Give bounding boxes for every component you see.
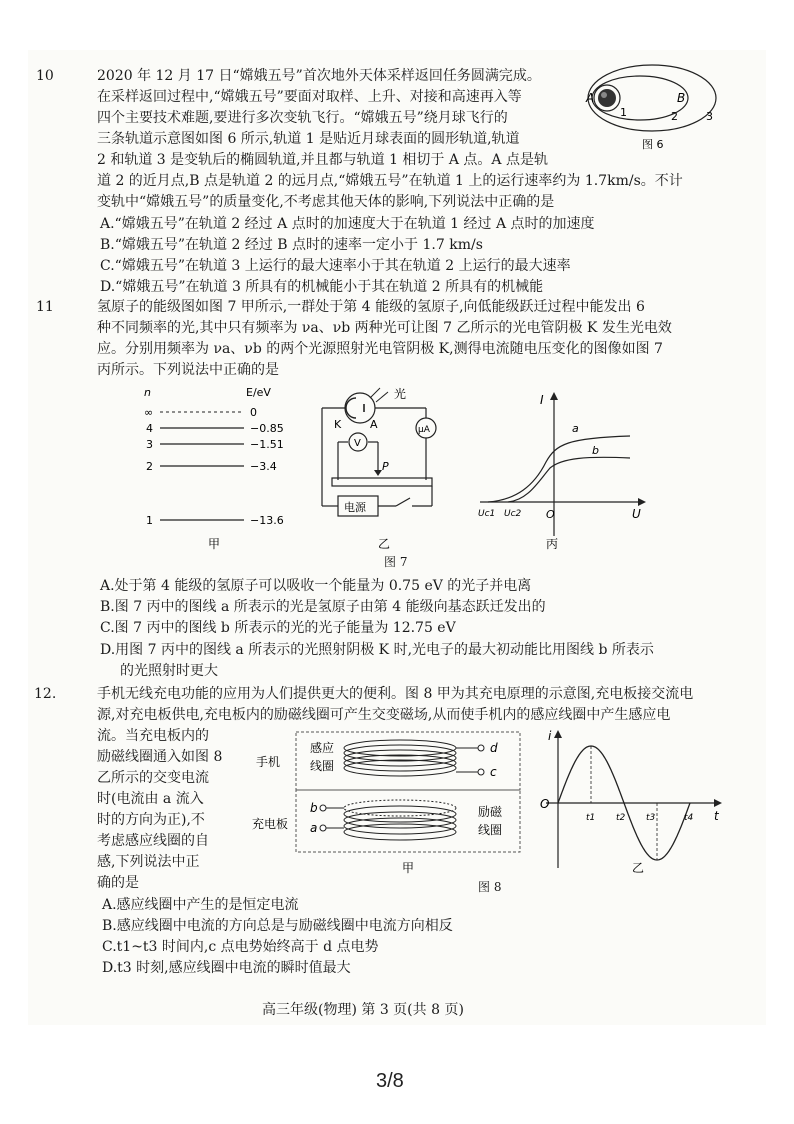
- q11-option-c: C.图 7 丙中的图线 b 所表示的光的光子能量为 12.75 eV: [100, 620, 456, 636]
- fig8-yi-caption: 乙: [632, 861, 645, 875]
- q12-left-7: 感,下列说法中正: [97, 854, 200, 870]
- fig7-bing-caption: 丙: [546, 537, 559, 551]
- fig7-caption: 图 7: [384, 555, 408, 569]
- board-label: 充电板: [252, 817, 289, 831]
- q10-line-5: 2 和轨道 3 是变轨后的椭圆轨道,并且都与轨道 1 相切于 A 点。A 点是轨: [97, 152, 548, 168]
- moon: [598, 89, 616, 107]
- circuit-p-label: P: [382, 460, 389, 473]
- page-footer: 高三年级(物理) 第 3 页(共 8 页): [262, 1002, 464, 1018]
- terminal-d: [478, 745, 484, 751]
- induct-label-1: 感应: [310, 741, 335, 755]
- q12-number: 12.: [34, 686, 57, 702]
- voltmeter-label: V: [354, 438, 361, 449]
- fig6-label-2: 2: [671, 110, 678, 123]
- q11-option-b: B.图 7 丙中的图线 a 所表示的光是氢原子由第 4 能级向基态跃迁发出的: [100, 599, 546, 615]
- terminal-c-label: c: [490, 765, 497, 779]
- level-3-n: 3: [146, 438, 153, 451]
- q12-option-c: C.t1~t3 时间内,c 点电势始终高于 d 点电势: [102, 939, 379, 955]
- energy-e-header: E/eV: [246, 386, 271, 399]
- source-label: 电源: [344, 501, 366, 514]
- q12-option-a: A.感应线圈中产生的是恒定电流: [102, 897, 299, 913]
- q12-left-8: 确的是: [97, 875, 139, 891]
- circuit-k-label: K: [334, 418, 342, 431]
- graph8-x-label: t: [714, 809, 719, 823]
- q11-option-a: A.处于第 4 能级的氢原子可以吸收一个能量为 0.75 eV 的光子并电离: [100, 578, 532, 594]
- q12-left-1: 流。当充电板内的: [97, 728, 209, 744]
- t3-label: t3: [646, 813, 656, 823]
- curve-a-label: a: [572, 422, 579, 435]
- uc1-label: Uc1: [478, 509, 496, 519]
- fig7-jia-caption: 甲: [208, 537, 221, 551]
- fig7-iu-graph: [476, 386, 646, 552]
- q10-option-d: D.“嫦娥五号”在轨道 3 所具有的机械能小于其在轨道 2 所具有的机械能: [100, 279, 544, 295]
- rheostat: [332, 478, 432, 486]
- light-ray-2: [376, 392, 388, 402]
- q10-number: 10: [36, 68, 54, 84]
- q11-line-3: 应。分别用频率为 νa、νb 的两个光源照射光电管阴极 K,测得电流随电压变化的图像如图 7: [97, 341, 663, 357]
- terminal-c: [478, 769, 484, 775]
- q10-option-a: A.“嫦娥五号”在轨道 2 经过 A 点时的加速度大于在轨道 1 经过 A 点时的加速度: [100, 216, 595, 232]
- fig6-label-b: B: [677, 91, 686, 105]
- q10-line-1: 2020 年 12 月 17 日“嫦娥五号”首次地外天体采样返回任务圆满完成。: [97, 68, 541, 84]
- q10-line-2: 在采样返回过程中,“嫦娥五号”要面对取样、上升、对接和高速再入等: [97, 89, 522, 105]
- q10-line-4: 三条轨道示意图如图 6 所示,轨道 1 是贴近月球表面的圆形轨道,轨道: [97, 131, 520, 147]
- board-box: [296, 790, 520, 852]
- induct-coil: [344, 760, 456, 776]
- fig7-circuit: [318, 382, 458, 552]
- q12-left-3: 乙所示的交变电流: [97, 770, 209, 786]
- excite-label-1: 励磁: [478, 805, 503, 819]
- q12-line-1: 手机无线充电功能的应用为人们提供更大的便利。图 8 甲为其充电原理的示意图,充电板接交流电: [97, 686, 694, 702]
- induct-coil: [344, 745, 456, 761]
- q11-line-2: 种不同频率的光,其中只有频率为 νa、νb 两种光可让图 7 乙所示的光电管阴极 K 发生光电效: [97, 320, 672, 336]
- x-axis-arrow: [638, 498, 646, 506]
- graph-origin: O: [546, 508, 555, 521]
- fig8-coils: [250, 728, 530, 876]
- q12-left-6: 考虑感应线圈的自: [97, 833, 209, 849]
- q10-option-b: B.“嫦娥五号”在轨道 2 经过 B 点时的速率一定小于 1.7 km/s: [100, 237, 483, 253]
- q11-line-4: 丙所示。下列说法中正确的是: [97, 362, 279, 378]
- level-2-e: −3.4: [250, 460, 277, 473]
- q11-option-d: D.用图 7 丙中的图线 a 所表示的光照射阴极 K 时,光电子的最大初动能比用图线 b 所表示: [100, 642, 654, 658]
- i-axis-arrow: [554, 730, 562, 738]
- graph8-y-label: i: [548, 729, 552, 743]
- moon-highlight: [601, 92, 607, 98]
- curve-b: [508, 457, 630, 502]
- q12-left-5: 时的方向为正),不: [97, 812, 205, 828]
- q12-left-2: 励磁线圈通入如图 8: [97, 749, 223, 765]
- q12-left-4: 时(电流由 a 流入: [97, 791, 204, 807]
- fig6-caption: 图 6: [642, 138, 664, 151]
- t1-label: t1: [586, 813, 596, 823]
- curve-a: [488, 436, 630, 502]
- fig7-energy-levels: [138, 382, 298, 552]
- cathode-k: [346, 398, 356, 418]
- page-indicator: 3/8: [376, 1070, 404, 1092]
- level-1-e: −13.6: [250, 514, 284, 527]
- terminal-d-label: d: [490, 741, 498, 755]
- terminal-b: [320, 805, 326, 811]
- q10-line-6: 道 2 的近月点,B 点是轨道 2 的远月点,“嫦娥五号”在轨道 1 上的运行速率约为 1.7km/s。不计: [97, 173, 683, 189]
- q10-option-c: C.“嫦娥五号”在轨道 3 上运行的最大速率小于其在轨道 2 上运行的最大速率: [100, 258, 571, 274]
- induct-coil: [344, 750, 456, 766]
- fig8-caption: 图 8: [478, 880, 502, 894]
- fig6-orbits: [580, 62, 730, 152]
- q12-line-2: 源,对充电板供电,充电板内的励磁线圈可产生交变磁场,从而使手机内的感应线圈中产生感应电: [97, 707, 671, 723]
- level-4-n: 4: [146, 422, 153, 435]
- q10-line-7: 变轨中“嫦娥五号”的质量变化,不考虑其他天体的影响,下列说法中正确的是: [97, 194, 555, 210]
- switch: [396, 498, 410, 506]
- level-4-e: −0.85: [250, 422, 284, 435]
- level-1-n: 1: [146, 514, 153, 527]
- circuit-light-label: 光: [394, 387, 407, 401]
- terminal-b-label: b: [310, 801, 318, 815]
- q12-option-d: D.t3 时刻,感应线圈中电流的瞬时值最大: [102, 960, 351, 976]
- fig6-label-a: A: [586, 91, 595, 105]
- graph8-origin: O: [540, 797, 550, 811]
- induct-coil: [344, 755, 456, 771]
- level-3-e: −1.51: [250, 438, 284, 451]
- graph-x-label: U: [632, 507, 641, 521]
- slider-p: [374, 470, 382, 476]
- fig8-current-graph: [536, 728, 726, 876]
- energy-n-header: n: [144, 386, 151, 399]
- terminal-a-label: a: [310, 821, 318, 835]
- fig6-label-3: 3: [706, 110, 713, 123]
- uc2-label: Uc2: [504, 509, 522, 519]
- t4-label: t4: [684, 813, 694, 823]
- excite-label-2: 线圈: [478, 823, 503, 837]
- circuit-a-label: A: [370, 418, 378, 431]
- terminal-a: [320, 825, 326, 831]
- fig8-jia-caption: 甲: [402, 861, 415, 875]
- y-axis-arrow: [550, 392, 558, 400]
- t2-label: t2: [616, 813, 626, 823]
- fig6-label-1: 1: [620, 106, 627, 119]
- t-axis-arrow: [714, 799, 722, 807]
- level-inf-e: 0: [250, 406, 257, 419]
- q11-number: 11: [36, 299, 54, 315]
- phone-label: 手机: [256, 755, 281, 769]
- level-2-n: 2: [146, 460, 153, 473]
- light-ray-1: [370, 388, 380, 398]
- graph-y-label: I: [540, 393, 544, 407]
- q10-line-3: 四个主要技术难题,要进行多次变轨飞行。“嫦娥五号”绕月球飞行的: [97, 110, 508, 126]
- q11-line-1: 氢原子的能级图如图 7 甲所示,一群处于第 4 能级的氢原子,向低能级跃迁过程中能发出 6: [97, 299, 645, 315]
- induct-coil: [344, 740, 456, 756]
- level-inf-n: ∞: [144, 406, 154, 419]
- induct-label-2: 线圈: [310, 759, 335, 773]
- q12-option-b: B.感应线圈中电流的方向总是与励磁线圈中电流方向相反: [102, 918, 453, 934]
- ammeter-label: μA: [418, 425, 430, 435]
- fig7-yi-caption: 乙: [378, 537, 391, 551]
- curve-b-label: b: [592, 444, 599, 457]
- q11-option-d-cont: 的光照射时更大: [120, 663, 218, 679]
